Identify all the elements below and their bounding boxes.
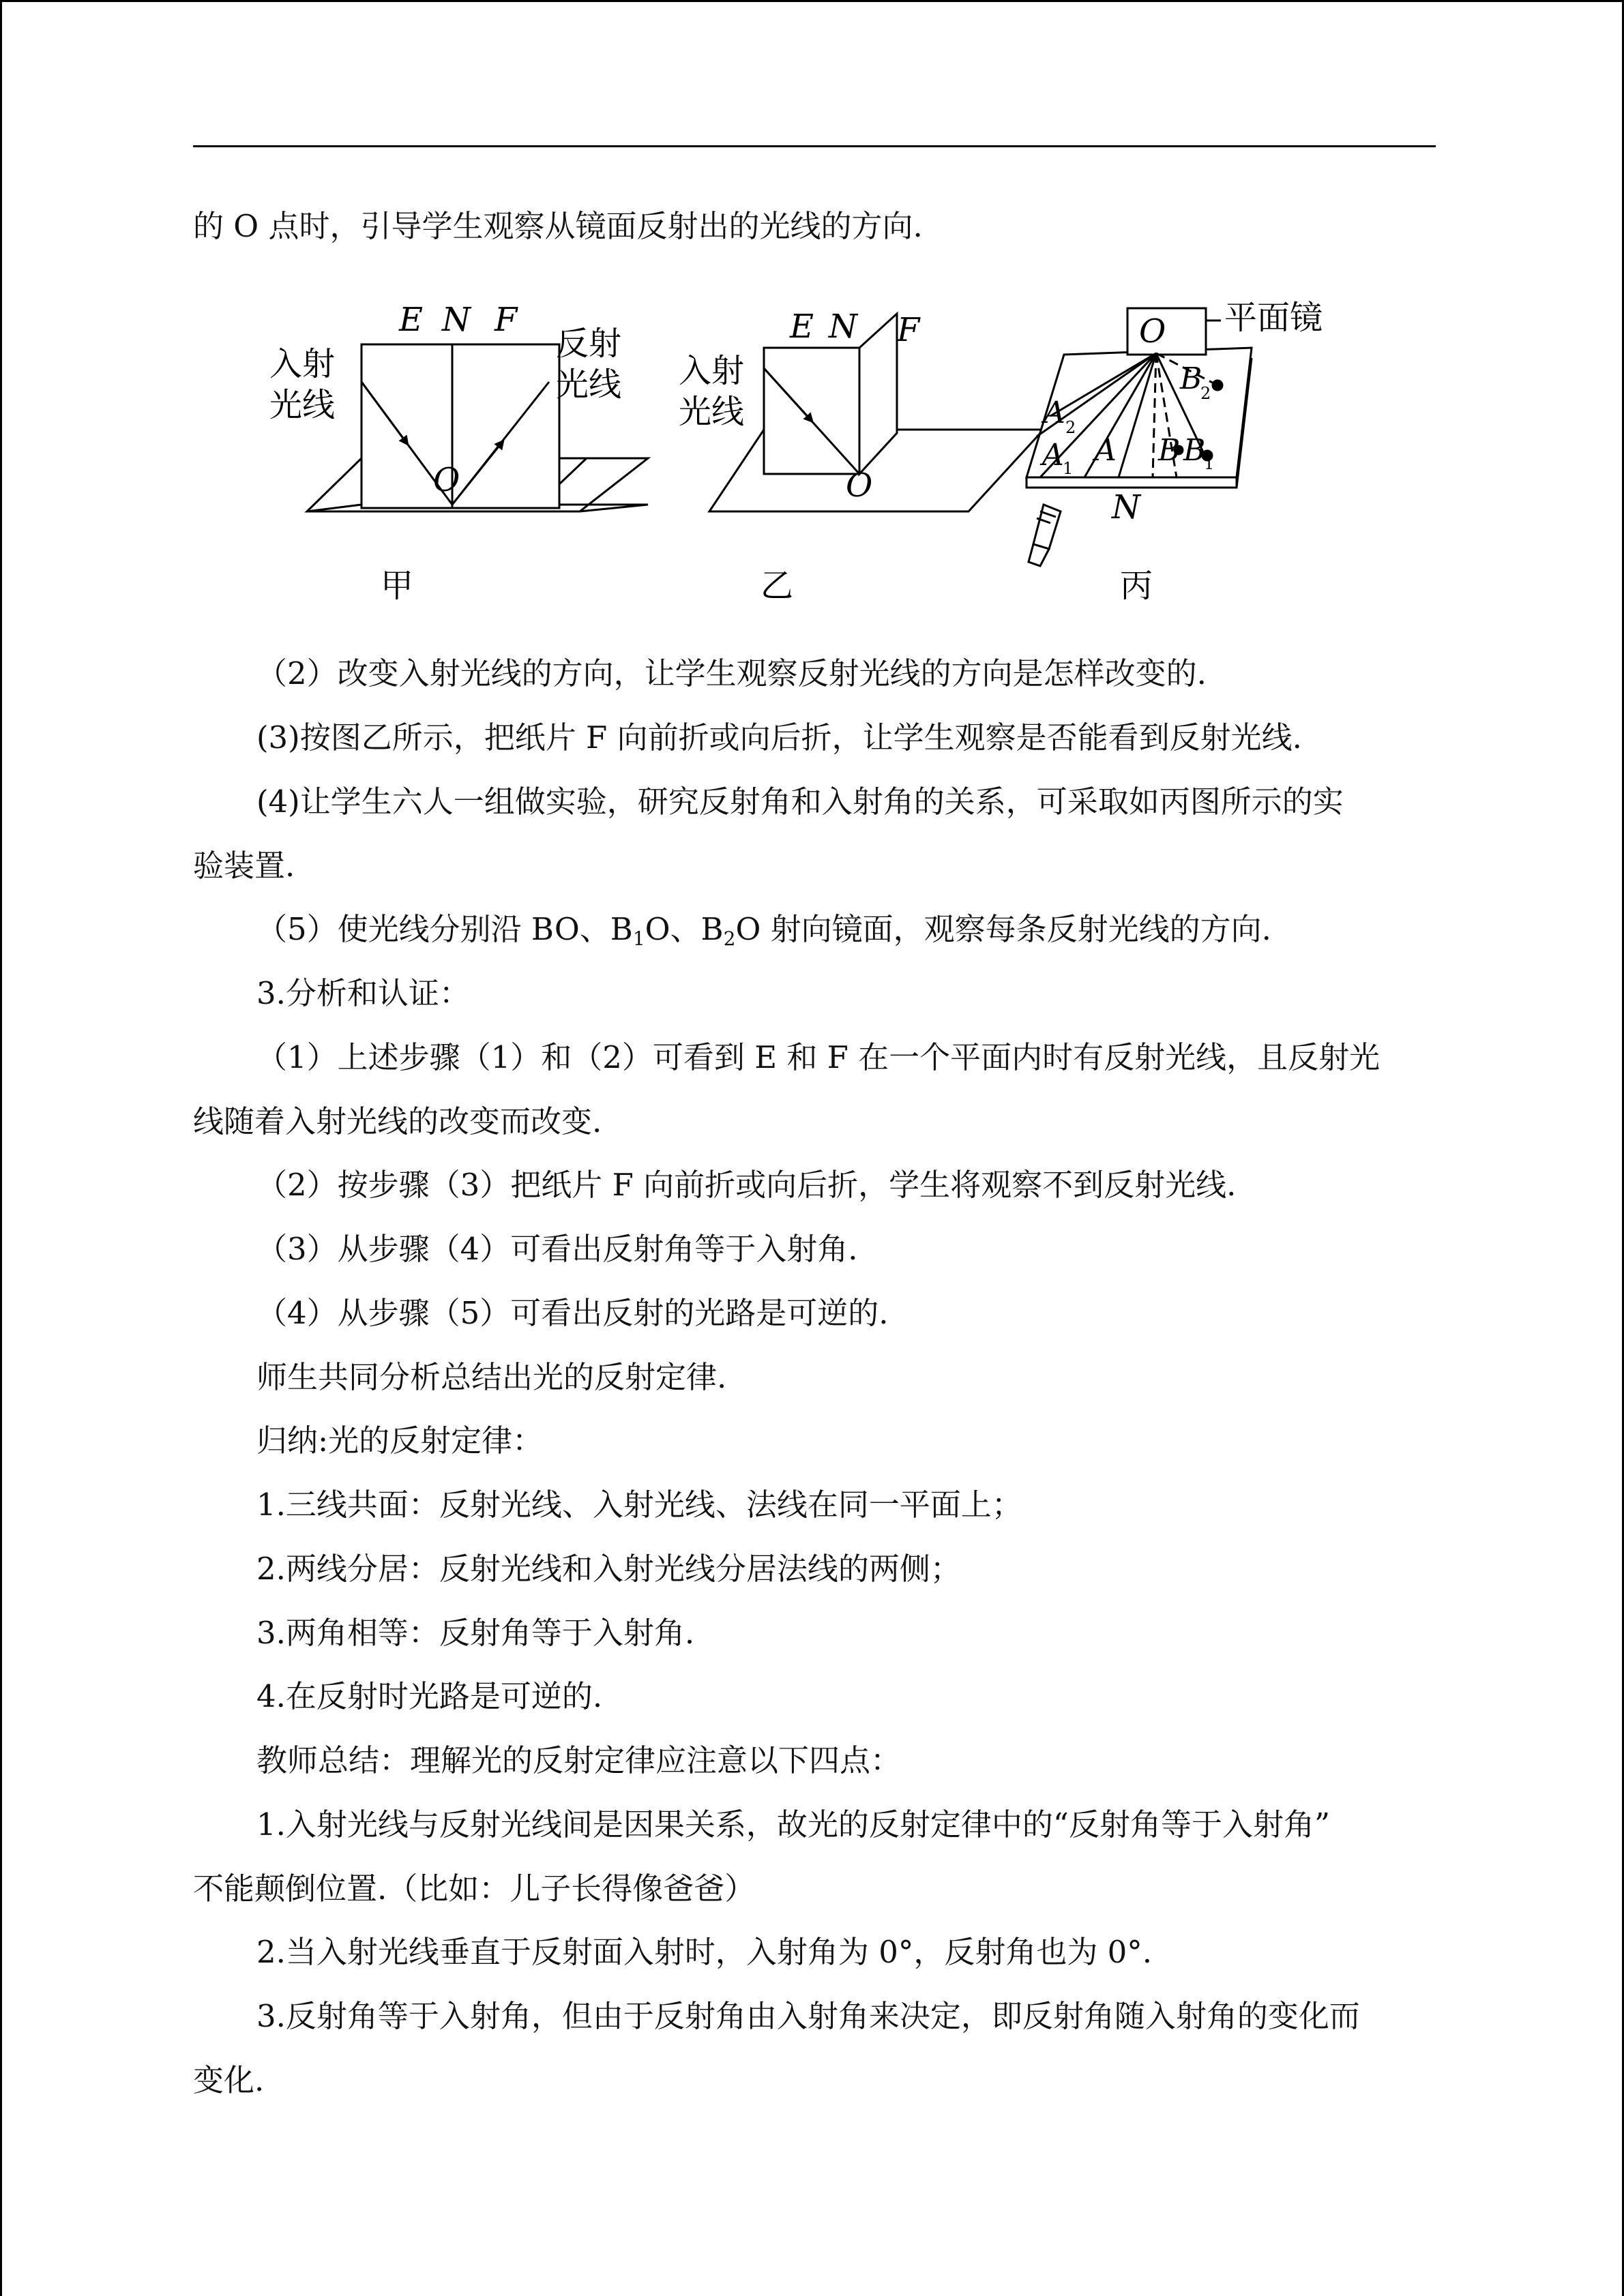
text-line-6 xyxy=(256,909,1271,959)
yi-paper-e xyxy=(764,348,859,474)
text-line-17: 3.两角相等：反射角等于入射角. xyxy=(256,1615,695,1651)
text-line-4: (4)让学生六人一组做实验，研究反射角和入射角的关系，可采取如丙图所示的实 xyxy=(256,784,1344,820)
text-line-16: 2.两线分居：反射光线和入射光线分居法线的两侧； xyxy=(256,1551,961,1587)
jia-reflected-label-2: 光线 xyxy=(556,366,622,404)
jia-label-n: N xyxy=(442,301,471,339)
yi-label-o: O xyxy=(846,466,873,505)
figure-yi xyxy=(709,314,1044,511)
page-border-top xyxy=(0,0,1624,2)
text-line-6-sub1: 1 xyxy=(632,927,645,950)
text-line-21: 不能颠倒位置.（比如：儿子长得像爸爸） xyxy=(193,1870,756,1907)
yi-incident-label-2: 光线 xyxy=(679,393,745,431)
bing-caption: 丙 xyxy=(1120,567,1153,605)
text-line-10: （2）按步骤（3）把纸片 F 向前折或向后折，学生将观察不到反射光线. xyxy=(256,1167,1237,1203)
page-border-left xyxy=(0,0,2,2296)
text-line-14: 归纳:光的反射定律： xyxy=(256,1422,544,1459)
text-line-15: 1.三线共面：反射光线、入射光线、法线在同一平面上； xyxy=(256,1487,1022,1523)
yi-label-e: E xyxy=(790,308,814,346)
text-line-5: 验装置. xyxy=(193,848,295,884)
text-line-2: （2）改变入射光线的方向，让学生观察反射光线的方向是怎样改变的. xyxy=(256,655,1207,691)
text-line-6-pre: （5）使光线分别沿 BO、B xyxy=(256,911,633,947)
bing-label-a: A xyxy=(1095,433,1117,468)
bing-label-b1: B xyxy=(1183,433,1206,468)
yi-label-n: N xyxy=(829,308,857,346)
text-line-19: 教师总结：理解光的反射定律应注意以下四点： xyxy=(256,1742,902,1778)
bing-label-b: B xyxy=(1158,433,1181,468)
jia-reflected-label-1: 反射 xyxy=(556,325,622,363)
bing-label-b2: B xyxy=(1180,361,1202,396)
experiment-figure xyxy=(259,280,1385,634)
text-line-6-sub2: 2 xyxy=(723,927,736,950)
text-line-13: 师生共同分析总结出光的反射定律. xyxy=(256,1359,727,1395)
text-line-22: 2.当入射光线垂直于反射面入射时，入射角为 0°，反射角也为 0°. xyxy=(256,1934,1153,1970)
yi-paper-f xyxy=(859,314,897,474)
text-line-1: 的 O 点时，引导学生观察从镜面反射出的光线的方向. xyxy=(193,208,923,244)
yi-caption: 乙 xyxy=(761,567,794,605)
text-line-7: 3.分析和认证： xyxy=(256,975,470,1011)
figure-svg xyxy=(259,280,1385,634)
text-line-6-mid: O、B xyxy=(645,911,724,947)
jia-caption: 甲 xyxy=(381,567,414,605)
yi-label-f: F xyxy=(897,311,920,349)
bing-label-b2-sub: 2 xyxy=(1200,384,1211,403)
jia-paper-board xyxy=(361,344,559,508)
text-line-12: （4）从步骤（5）可看出反射的光路是可逆的. xyxy=(256,1295,889,1331)
text-line-11: （3）从步骤（4）可看出反射角等于入射角. xyxy=(256,1231,858,1267)
jia-incident-label-2: 光线 xyxy=(269,386,336,424)
bing-label-n: N xyxy=(1112,488,1140,526)
bing-label-o: O xyxy=(1139,312,1166,351)
yi-incident-label-1: 入射 xyxy=(679,352,745,390)
header-rule xyxy=(193,145,1436,147)
jia-label-o: O xyxy=(433,461,460,499)
text-line-20: 1.入射光线与反射光线间是因果关系，故光的反射定律中的“反射角等于入射角” xyxy=(256,1806,1330,1843)
bing-label-a1-sub: 1 xyxy=(1063,459,1074,478)
text-line-23: 3.反射角等于入射角，但由于反射角由入射角来决定，即反射角随入射角的变化而 xyxy=(256,1998,1360,2034)
text-line-24: 变化. xyxy=(193,2062,265,2098)
jia-label-f: F xyxy=(494,301,518,339)
jia-incident-label-1: 入射 xyxy=(269,345,336,383)
text-line-3: (3)按图乙所示，把纸片 F 向前折或向后折，让学生观察是否能看到反射光线. xyxy=(256,719,1302,756)
bing-mirror-label: 平面镜 xyxy=(1224,299,1323,337)
text-line-6-post: O 射向镜面，观察每条反射光线的方向. xyxy=(735,911,1271,947)
flashlight-icon xyxy=(1029,505,1061,566)
text-line-8: （1）上述步骤（1）和（2）可看到 E 和 F 在一个平面内时有反射光线，且反射光 xyxy=(256,1039,1381,1075)
bing-label-b1-sub: 1 xyxy=(1204,454,1215,473)
text-line-9: 线随着入射光线的改变而改变. xyxy=(193,1103,602,1139)
bing-label-a2: A xyxy=(1044,396,1065,430)
jia-label-e: E xyxy=(399,301,424,339)
bing-label-a1: A xyxy=(1042,438,1064,473)
text-line-18: 4.在反射时光路是可逆的. xyxy=(256,1678,603,1714)
bing-label-a2-sub: 2 xyxy=(1065,418,1076,437)
